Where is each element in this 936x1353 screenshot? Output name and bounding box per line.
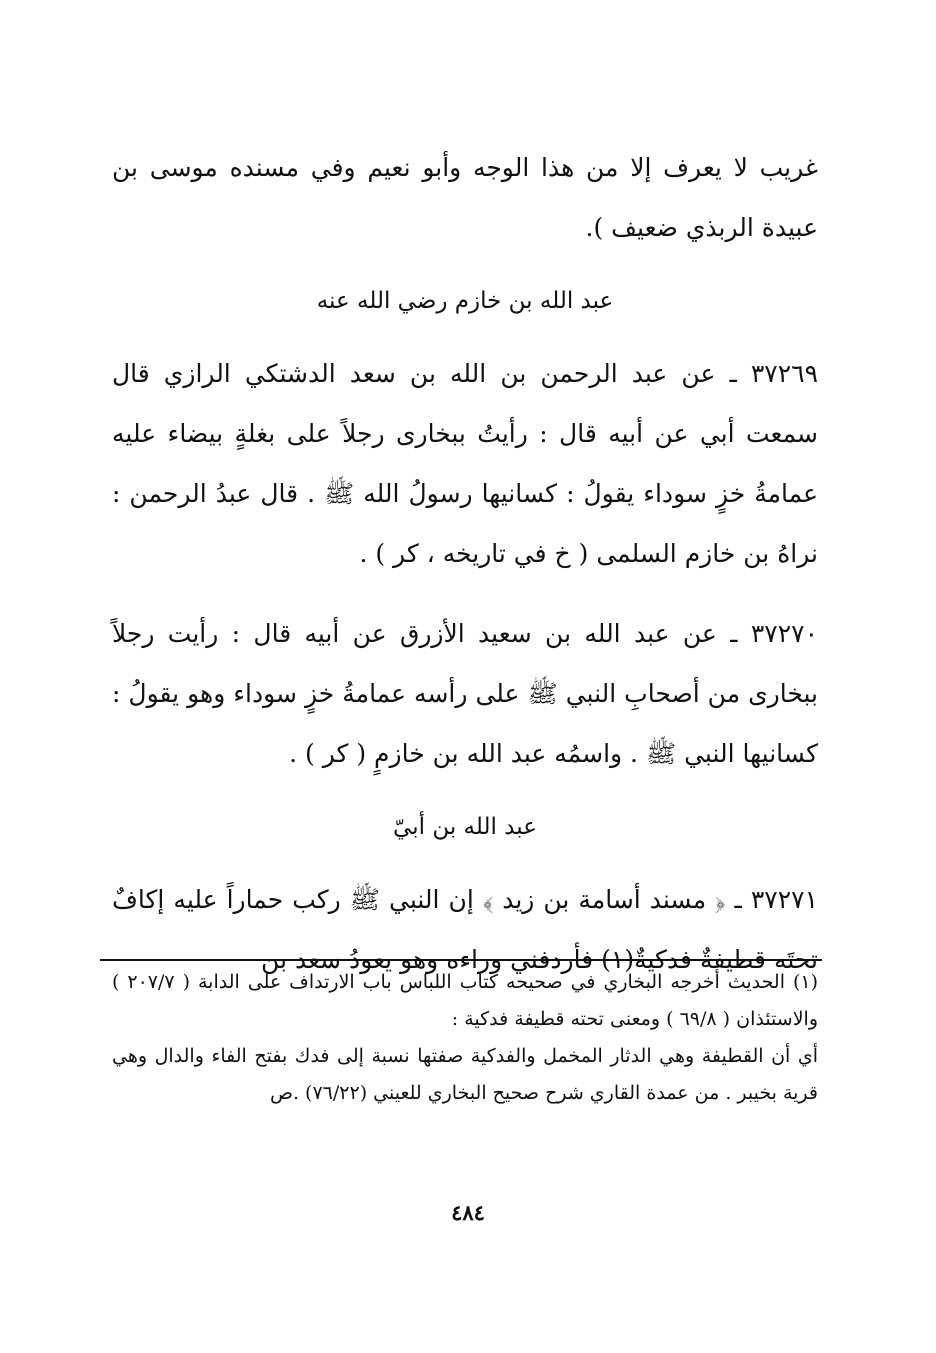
footnote-separator bbox=[100, 959, 822, 961]
footnotes bbox=[112, 964, 818, 1112]
footnote-line: أي أن القطيفة وهي الدثار المخمل والفدكية صفتها نسبة إلى فدك بفتح الفاء والدال وهي قرية بخيبر . من عمدة القاري شرح صحيح البخاري للعيني (٧٦/٢٢) .ص bbox=[112, 1045, 818, 1104]
hadith-paragraph: ٣٧٢٦٩ ـ عن عبد الرحمن بن الله بن سعد الدشتكي الرازي قال سمعت أبي عن أبيه قال : رأيتُ ببخارى رجلاً على بغلةٍ بيضاء عليه عمامةُ خزٍ سوداء يقولُ : كسانيها رسولُ الله ﷺ . قال عبدُ الرحمن : نراهُ بن خازم السلمى ( خ في تاريخه ، كر ) . bbox=[112, 359, 818, 568]
page-number: ٤٨٤ bbox=[451, 1200, 485, 1225]
hadith-paragraph: ٣٧٢٧٠ ـ عن عبد الله بن سعيد الأزرق عن أبيه قال : رأيت رجلاً ببخارى من أصحابِ النبي ﷺ على رأسه عمامةُ خزٍ سوداء وهو يقولُ : كسانيها النبي ﷺ . واسمُه عبد الله بن خازمٍ ( كر ) . bbox=[112, 619, 818, 768]
footnote-line: (١) الحديث أخرجه البخاري في صحيحه كتاب اللباس باب الارتداف على الدابة ( ٢٠٧/٧ ) والاستئذان ( ٦٩/٨ ) ومعنى تحته قطيفة فدكية : bbox=[112, 971, 819, 1030]
section-heading: عبد الله بن أبيّ bbox=[393, 814, 537, 840]
hadith-paragraph: ٣٧٢٧١ ـ ﴿ مسند أسامة بن زيد ﴾ إن النبي ﷺ ركب حماراً عليه إكافٌ تحتَه قطيفةٌ فدكيةٌ(١) فأردفني وراءه وهو يعودُ سعد بن bbox=[112, 885, 818, 974]
section-heading: عبد الله بن خازم رضي الله عنه bbox=[316, 288, 614, 314]
intro-paragraph: غريب لا يعرف إلا من هذا الوجه وأبو نعيم وفي مسنده موسى بن عبيدة الربذي ضعيف ). bbox=[112, 153, 818, 242]
main-text bbox=[112, 138, 818, 990]
